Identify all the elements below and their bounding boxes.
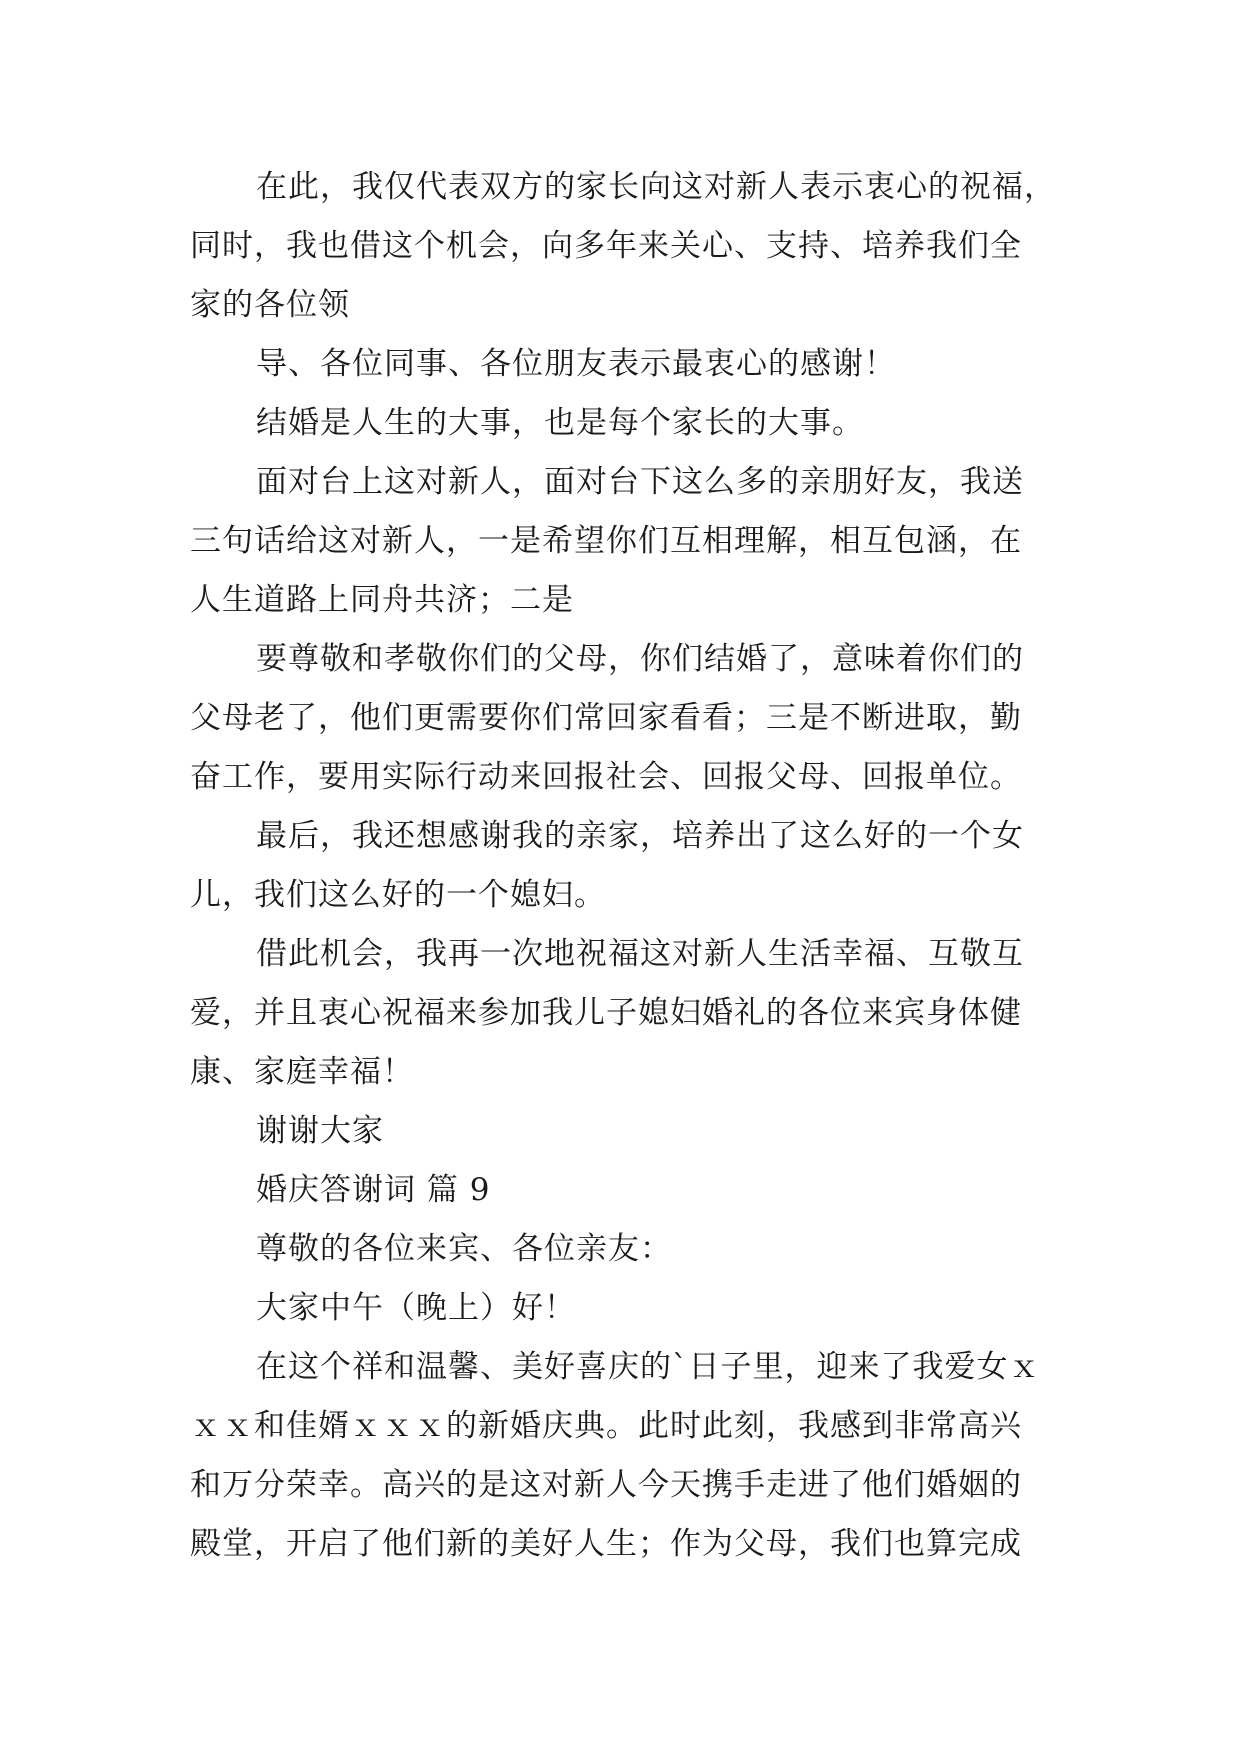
paragraph-line: 家的各位领 xyxy=(190,287,350,323)
paragraph-line: 康、家庭幸福！ xyxy=(190,1054,414,1090)
paragraph-line: 奋工作，要用实际行动来回报社会、回报父母、回报单位。 xyxy=(190,759,1022,795)
paragraph-line: 借此机会，我再一次地祝福这对新人生活幸福、互敬互 xyxy=(256,936,1024,972)
paragraph-line: 爱，并且衷心祝福来参加我儿子媳妇婚礼的各位来宾身体健 xyxy=(190,995,1022,1031)
paragraph-line: 最后，我还想感谢我的亲家，培养出了这么好的一个女 xyxy=(256,818,1024,854)
paragraph xyxy=(190,1220,1090,1279)
paragraph xyxy=(190,1338,1090,1574)
paragraph-line: 殿堂，开启了他们新的美好人生；作为父母，我们也算完成 xyxy=(190,1526,1022,1562)
paragraph-line: 和万分荣幸。高兴的是这对新人今天携手走进了他们婚姻的 xyxy=(190,1467,1022,1503)
paragraph-line: 大家中午（晚上）好！ xyxy=(256,1290,576,1326)
paragraph xyxy=(190,1161,1090,1220)
paragraph-line: 谢谢大家 xyxy=(256,1113,384,1149)
paragraph xyxy=(190,1102,1090,1161)
paragraph-line: 导、各位同事、各位朋友表示最衷心的感谢！ xyxy=(256,346,896,382)
paragraph-line: 在这个祥和温馨、美好喜庆的`日子里，迎来了我爱女ｘ xyxy=(256,1349,1041,1385)
paragraph xyxy=(190,335,1090,394)
paragraph-line: 儿，我们这么好的一个媳妇。 xyxy=(190,877,606,913)
paragraph-line: 尊敬的各位来宾、各位亲友： xyxy=(256,1231,672,1267)
paragraph-line: 在此，我仅代表双方的家长向这对新人表示衷心的祝福， xyxy=(256,169,1056,205)
paragraph-line: 要尊敬和孝敬你们的父母，你们结婚了，意味着你们的 xyxy=(256,641,1024,677)
paragraph-line: 三句话给这对新人，一是希望你们互相理解，相互包涵，在 xyxy=(190,523,1022,559)
paragraph-line: 父母老了，他们更需要你们常回家看看；三是不断进取，勤 xyxy=(190,700,1022,736)
paragraph xyxy=(190,1279,1090,1338)
paragraph xyxy=(190,807,1090,925)
paragraph xyxy=(190,630,1090,807)
document-body xyxy=(190,158,1090,1574)
paragraph xyxy=(190,394,1090,453)
paragraph-line: ｘｘ和佳婿ｘｘｘ的新婚庆典。此时此刻，我感到非常高兴 xyxy=(190,1408,1022,1444)
paragraph-line: 结婚是人生的大事，也是每个家长的大事。 xyxy=(256,405,864,441)
paragraph-line: 婚庆答谢词 篇 9 xyxy=(256,1172,491,1208)
paragraph xyxy=(190,158,1090,335)
paragraph xyxy=(190,925,1090,1102)
paragraph-line: 人生道路上同舟共济；二是 xyxy=(190,582,574,618)
paragraph xyxy=(190,453,1090,630)
paragraph-line: 面对台上这对新人，面对台下这么多的亲朋好友，我送 xyxy=(256,464,1024,500)
paragraph-line: 同时，我也借这个机会，向多年来关心、支持、培养我们全 xyxy=(190,228,1022,264)
